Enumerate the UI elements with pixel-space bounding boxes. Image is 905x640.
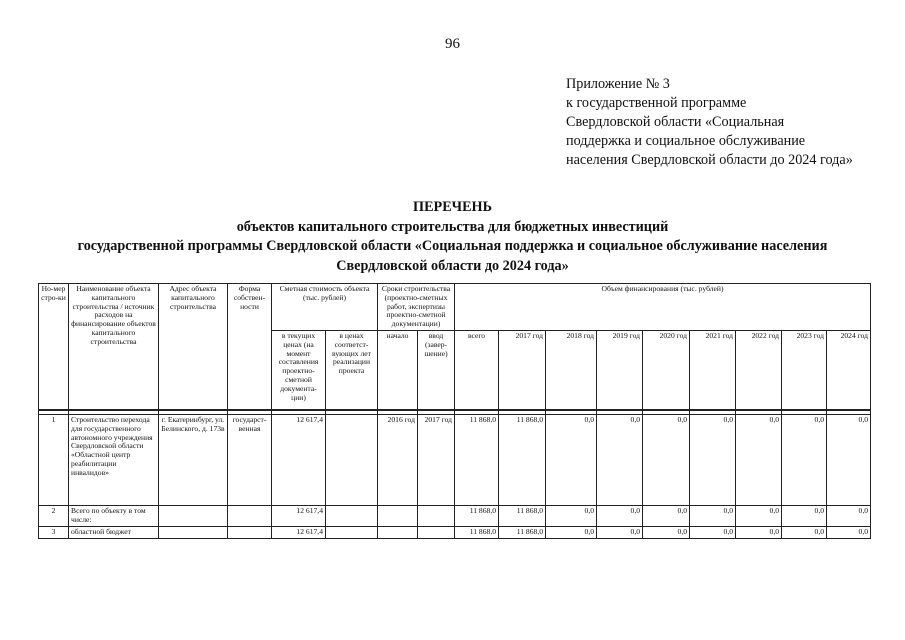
header-year: 2019 год: [597, 330, 643, 410]
appendix-line: к государственной программе: [566, 95, 747, 111]
row-name: Всего по объекту в том числе:: [69, 505, 159, 526]
table-row: [39, 526, 871, 538]
row-year-value: 0,0: [690, 414, 736, 505]
row-year-value: 0,0: [827, 505, 871, 526]
header-terms-start: начало: [378, 330, 418, 410]
row-num: 1: [39, 414, 69, 505]
header-year: 2018 год: [546, 330, 597, 410]
appendix-line: населения Свердловской области до 2024 года»: [566, 152, 853, 168]
header-total: всего: [455, 330, 499, 410]
row-year-value: 0,0: [546, 526, 597, 538]
header-terms-end: ввод (завер-шение): [418, 330, 455, 410]
page-number: 96: [445, 36, 460, 52]
objects-table: [38, 283, 871, 539]
header-year: 2022 год: [736, 330, 782, 410]
header-name: Наименование объекта капитального строительства / источник расходов на финансирование объектов капитального строительства: [69, 284, 159, 410]
header-year: 2020 год: [643, 330, 690, 410]
row-num: 3: [39, 526, 69, 538]
appendix-line: Приложение № 3: [566, 76, 670, 92]
row-end: 2017 год: [418, 414, 455, 505]
header-row: [39, 284, 871, 331]
row-ownership: [228, 526, 272, 538]
header-year: 2024 год: [827, 330, 871, 410]
row-cost-current: 12 617,4: [272, 505, 326, 526]
header-year: 2017 год: [499, 330, 546, 410]
row-ownership: [228, 505, 272, 526]
row-end: [418, 526, 455, 538]
row-cost-current: 12 617,4: [272, 526, 326, 538]
row-num: 2: [39, 505, 69, 526]
row-address: [159, 505, 228, 526]
appendix-line: Свердловской области «Социальная: [566, 114, 785, 130]
row-year-value: 0,0: [643, 414, 690, 505]
row-year-value: 0,0: [546, 505, 597, 526]
row-year-value: 0,0: [736, 505, 782, 526]
row-year-value: 0,0: [782, 526, 827, 538]
row-year-value: 0,0: [643, 526, 690, 538]
row-cost-years: [326, 505, 378, 526]
row-year-value: 0,0: [827, 526, 871, 538]
row-year-value: 0,0: [690, 526, 736, 538]
row-year-value: 11 868,0: [499, 414, 546, 505]
appendix-block: [566, 75, 896, 170]
row-year-value: 0,0: [736, 526, 782, 538]
header-cost-group: Сметная стоимость объекта (тыс. рублей): [272, 284, 378, 331]
row-start: [378, 505, 418, 526]
header-year: 2021 год: [690, 330, 736, 410]
row-year-value: 0,0: [782, 505, 827, 526]
row-year-value: 11 868,0: [499, 526, 546, 538]
row-total: 11 868,0: [455, 414, 499, 505]
document-heading: [0, 198, 905, 276]
row-year-value: 0,0: [597, 414, 643, 505]
row-address: [159, 526, 228, 538]
row-year-value: 0,0: [782, 414, 827, 505]
row-year-value: 0,0: [597, 505, 643, 526]
header-ownership: Форма собствен-ности: [228, 284, 272, 410]
row-start: [378, 526, 418, 538]
row-year-value: 0,0: [546, 414, 597, 505]
table-row: [39, 505, 871, 526]
header-cost-current: в текущих ценах (на момент составления проектно-сметной документа-ции): [272, 330, 326, 410]
row-ownership: государст-венная: [228, 414, 272, 505]
header-terms-group: Сроки строительства (проектно-сметных работ, экспертизы проектно-сметной документации): [378, 284, 455, 331]
header-year: 2023 год: [782, 330, 827, 410]
row-year-value: 0,0: [643, 505, 690, 526]
row-start: 2016 год: [378, 414, 418, 505]
row-year-value: 11 868,0: [499, 505, 546, 526]
appendix-line: поддержка и социальное обслуживание: [566, 133, 806, 149]
row-cost-years: [326, 526, 378, 538]
header-address: Адрес объекта капитального строительства: [159, 284, 228, 410]
header-cost-years: в ценах соответст-вующих лет реализации проекта: [326, 330, 378, 410]
heading-line: государственной программы Свердловской области «Социальная поддержка и социальное обслуживание населения: [77, 238, 828, 254]
heading-line: Свердловской области до 2024 года»: [336, 257, 569, 274]
row-name: Строительство перехода для государственного автономного учреждения Свердловской области «Областной центр реабилитации инвалидов»: [69, 414, 159, 505]
row-total: 11 868,0: [455, 505, 499, 526]
row-cost-years: [326, 414, 378, 505]
row-total: 11 868,0: [455, 526, 499, 538]
row-year-value: 0,0: [690, 505, 736, 526]
row-end: [418, 505, 455, 526]
row-address: г. Екатеринбург, ул. Белинского, д. 173в: [159, 414, 228, 505]
heading-title: ПЕРЕЧЕНЬ: [413, 199, 492, 215]
heading-line: объектов капитального строительства для бюджетных инвестиций: [236, 218, 669, 235]
row-cost-current: 12 617,4: [272, 414, 326, 505]
row-year-value: 0,0: [736, 414, 782, 505]
row-name: областной бюджет: [69, 526, 159, 538]
row-year-value: 0,0: [597, 526, 643, 538]
header-num: Но-мер стро-ки: [39, 284, 69, 410]
table-row: [39, 414, 871, 505]
row-year-value: 0,0: [827, 414, 871, 505]
header-finance-group: Объем финансирования (тыс. рублей): [455, 284, 871, 331]
